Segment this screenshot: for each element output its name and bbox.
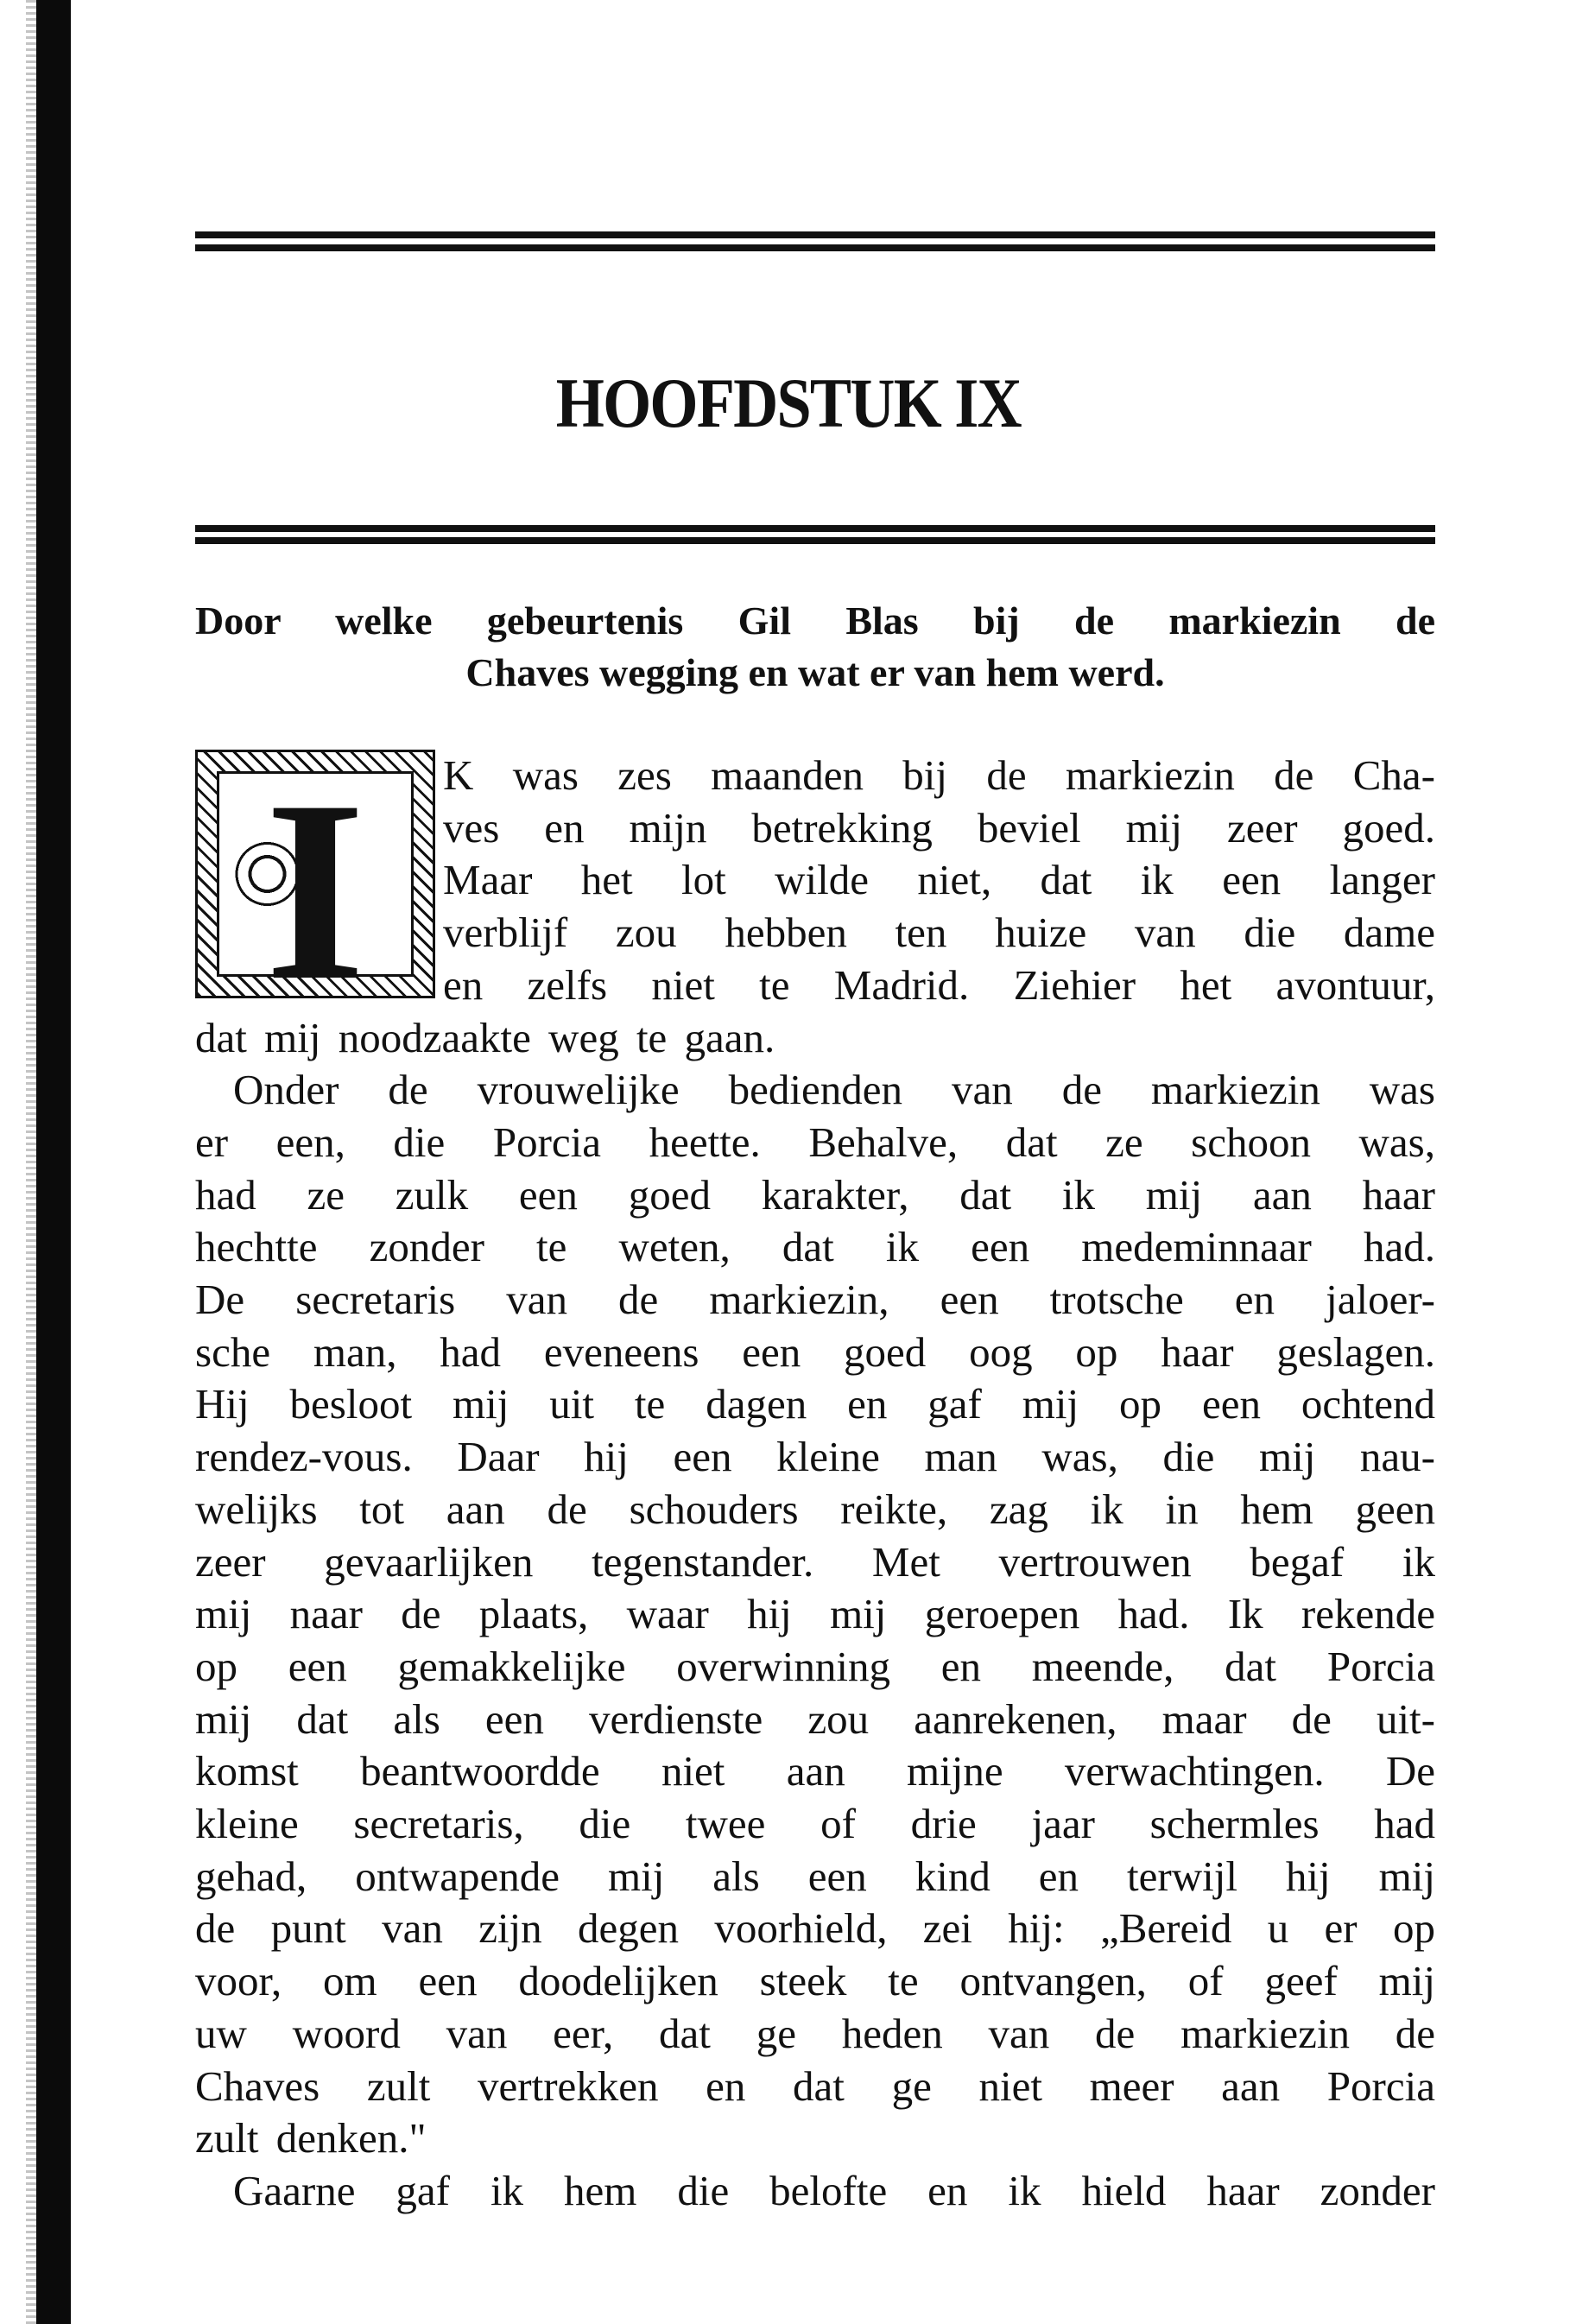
text-line: sche man, had eveneens een goed oog op haar geslagen. — [195, 1327, 1435, 1376]
text-line: verblijf zou hebben ten huize van die dame — [443, 909, 1435, 957]
text-line: welijks tot aan de schouders reikte, zag ik in hem geen — [195, 1485, 1435, 1533]
header-rule-bottom-1 — [195, 525, 1435, 532]
text-line: komst beantwoordde niet aan mijne verwachtingen. De — [195, 1747, 1435, 1795]
text-line: Onder de vrouwelijke bedienden van de markiezin was — [233, 1066, 1435, 1114]
drop-cap-letter: I — [264, 747, 366, 1034]
ornament-icon — [217, 747, 414, 1034]
text-line: en zelfs niet te Madrid. Ziehier het avontuur, — [443, 960, 1435, 1009]
text-line: zeer gevaarlijken tegenstander. Met vertrouwen begaf ik — [195, 1537, 1435, 1586]
text-line: Gaarne gaf ik hem die belofte en ik hield haar zonder — [233, 2166, 1435, 2214]
text-line: had ze zulk een goed karakter, dat ik mij aan haar — [195, 1170, 1435, 1219]
text-line: Hij besloot mij uit te dagen en gaf mij op een ochtend — [195, 1380, 1435, 1428]
binding-shadow — [36, 0, 71, 2324]
chapter-title — [0, 363, 1576, 444]
text-line: zult denken." — [195, 2114, 427, 2163]
chapter-summary-line: Chaves wegging en wat er van hem werd. — [465, 650, 1165, 694]
text-line: de punt van zijn degen voorhield, zei hij: „Bereid u er op — [195, 1904, 1435, 1953]
ornamental-drop-cap — [195, 747, 435, 1034]
header-rule-top-1 — [195, 231, 1435, 238]
text-line: rendez-vous. Daar hij een kleine man was, die mij nau- — [195, 1433, 1435, 1481]
chapter-title-text: HOOFDSTUK IX — [555, 364, 1021, 442]
text-line: gehad, ontwapende mij als een kind en terwijl hij mij — [195, 1852, 1435, 1900]
header-rule-top-2 — [195, 244, 1435, 251]
text-line: Chaves zult vertrekken en dat ge niet meer aan Porcia — [195, 2061, 1435, 2110]
text-line: mij naar de plaats, waar hij mij geroepen had. Ik rekende — [195, 1590, 1435, 1638]
chapter-summary-line: Door welke gebeurtenis Gil Blas bij de markiezin de — [195, 598, 1435, 643]
text-line: hechtte zonder te weten, dat ik een medeminnaar had. — [195, 1223, 1435, 1271]
text-line: ves en mijn betrekking beviel mij zeer goed. — [443, 803, 1435, 852]
text-line: er een, die Porcia heette. Behalve, dat ze schoon was, — [195, 1118, 1435, 1166]
text-line: dat mij noodzaakte weg te gaan. — [195, 1013, 775, 1061]
text-line: op een gemakkelijke overwinning en meende, dat Porcia — [195, 1642, 1435, 1690]
text-line: uw woord van eer, dat ge heden van de markiezin de — [195, 2009, 1435, 2057]
text-line: De secretaris van de markiezin, een trotsche en jaloer- — [195, 1276, 1435, 1323]
text-line: kleine secretaris, die twee of drie jaar schermles had — [195, 1800, 1435, 1847]
text-line: K was zes maanden bij de markiezin de Cha- — [443, 751, 1435, 799]
header-rule-bottom-2 — [195, 537, 1435, 544]
text-line: voor, om een doodelijken steek te ontvangen, of geef mij — [195, 1957, 1435, 2005]
page-edge-shadow — [26, 0, 36, 2324]
text-line: mij dat als een verdienste zou aanrekenen, maar de uit- — [195, 1694, 1435, 1743]
text-line: Maar het lot wilde niet, dat ik een langer — [443, 856, 1435, 904]
